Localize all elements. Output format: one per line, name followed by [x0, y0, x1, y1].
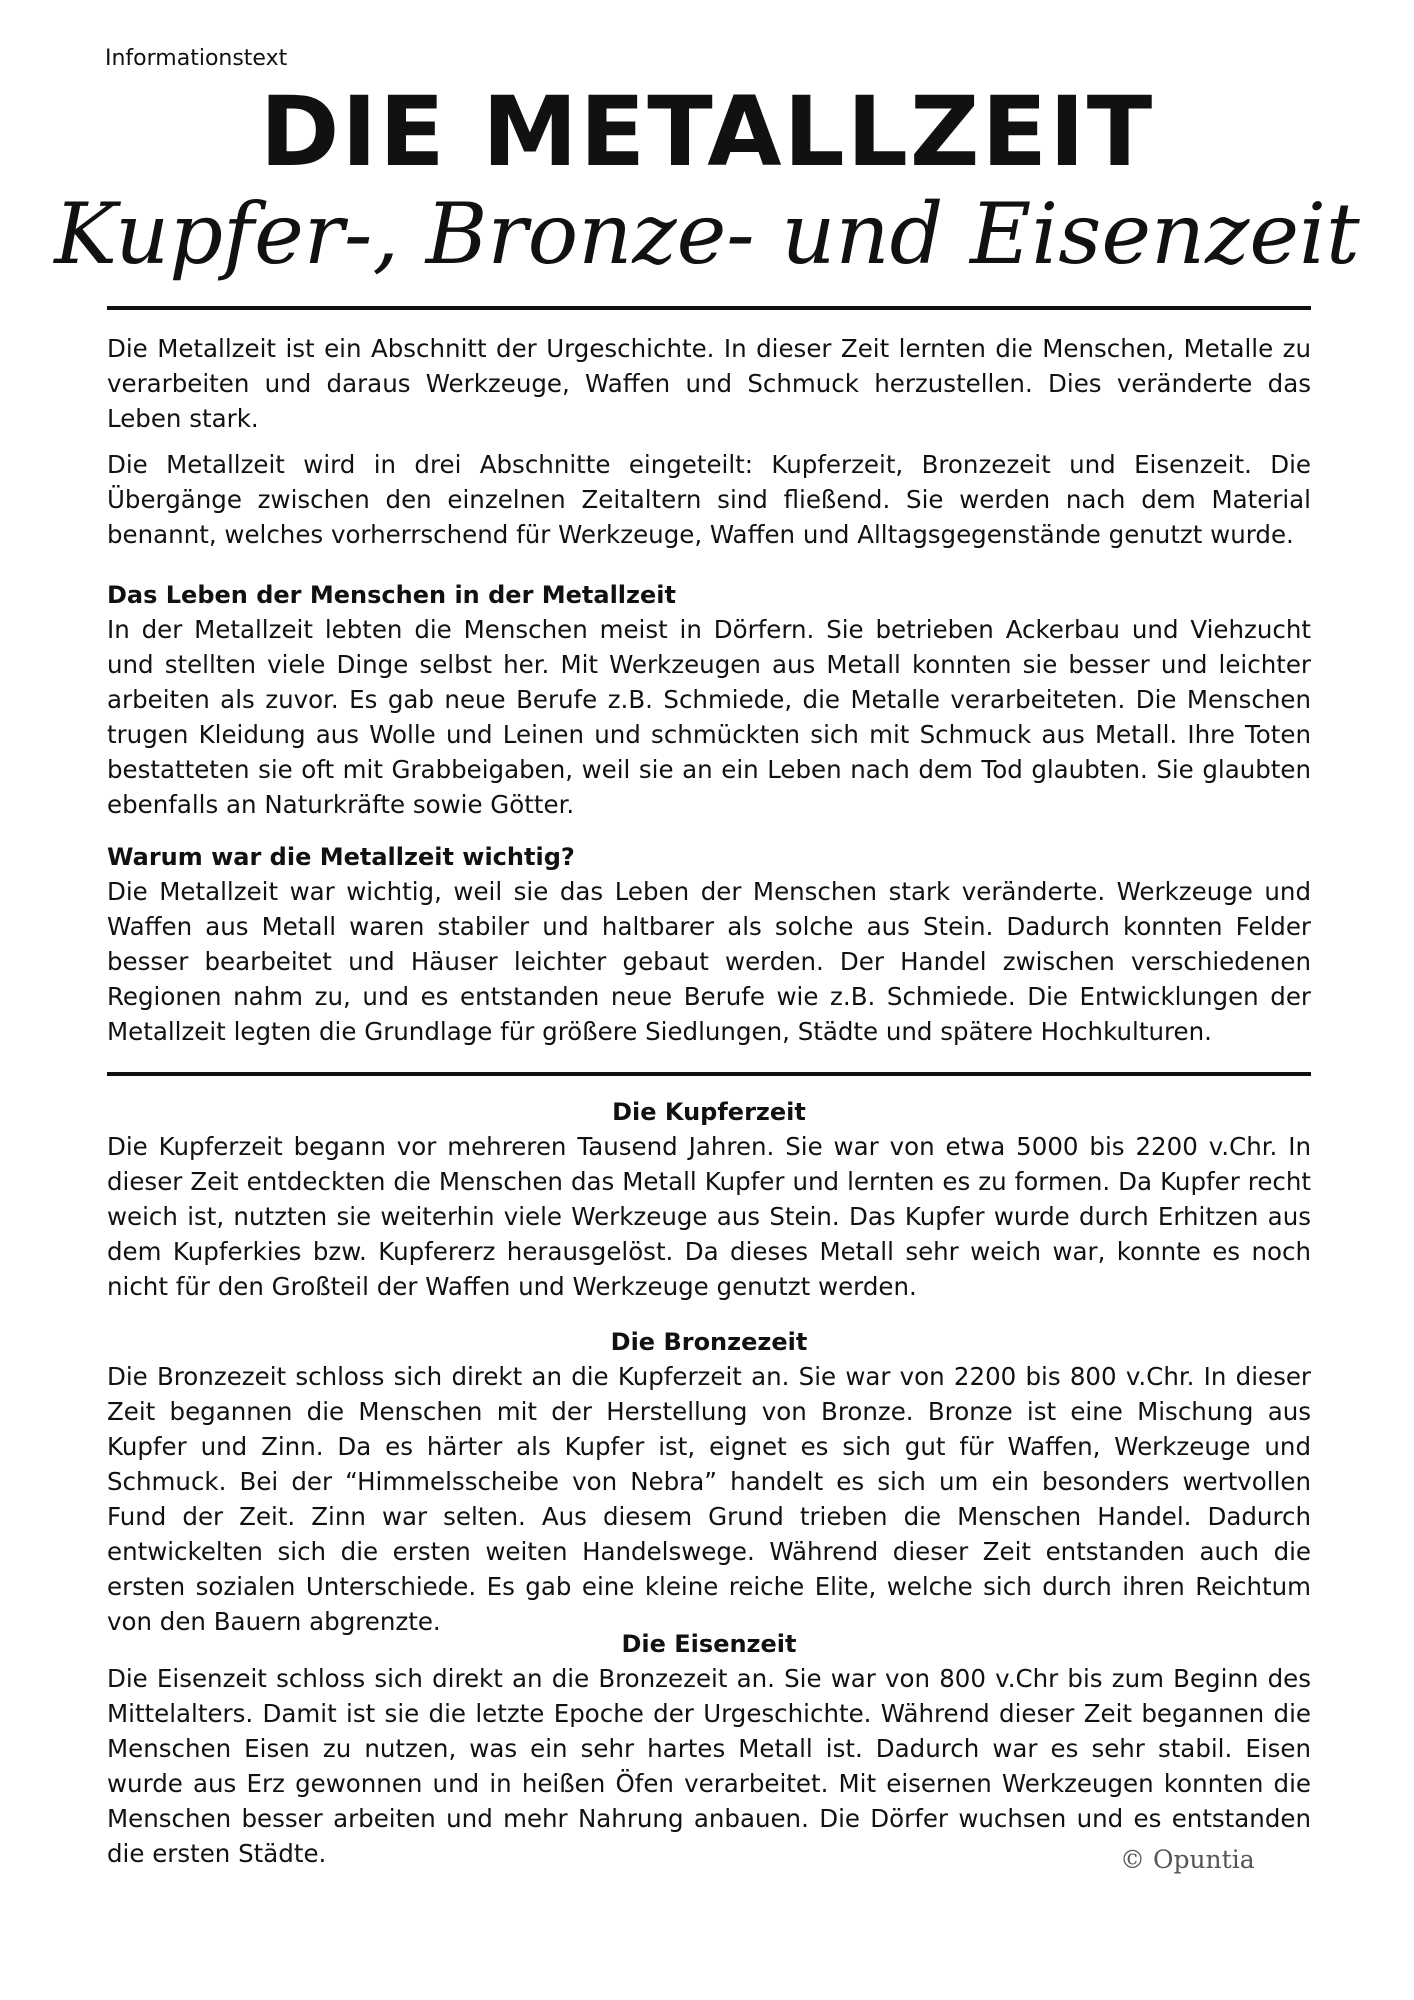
- section-text-leben: In der Metallzeit lebten die Menschen meist in Dörfern. Sie betrieben Ackerbau und Viehzucht und stellten viele Dinge selbst her. Mit Werkzeugen aus Metall konnten sie besser und leichter arbeiten als zuvor. Es gab neue Berufe z.B. Schmiede, die Metalle verarbeiteten. Die Menschen trugen Kleidung aus Wolle und Leinen und schmückten sich mit Schmuck aus Metall. Ihre Toten bestatteten sie oft mit Grabbeigaben, weil sie an ein Leben nach dem Tod glaubten. Sie glaubten ebenfalls an Naturkräfte sowie Götter.: [107, 615, 1311, 819]
- section-heading-bronzezeit: Die Bronzezeit: [610, 1328, 808, 1356]
- section-text-wichtig: Die Metallzeit war wichtig, weil sie das Leben der Menschen stark veränderte. Werkzeuge und Waffen aus Metall waren stabiler und haltbarer als solche aus Stein. Dadurch konnten Felder besser bearbeitet und Häuser leichter gebaut werden. Der Handel zwischen verschiedenen Regionen nahm zu, und es entstanden neue Berufe wie z.B. Schmiede. Die Entwicklungen der Metallzeit legten die Grundlage für größere Siedlungen, Städte und spätere Hochkulturen.: [107, 877, 1311, 1046]
- divider-middle: [107, 1072, 1311, 1076]
- copyright-notice: © Opuntia: [1120, 1845, 1255, 1874]
- section-text-kupferzeit: Die Kupferzeit begann vor mehreren Tausend Jahren. Sie war von etwa 5000 bis 2200 v.Chr. In dieser Zeit entdeckten die Menschen das Metall Kupfer und lernten es zu formen. Da Kupfer recht weich ist, nutzten sie weiterhin viele Werkzeuge aus Stein. Das Kupfer wurde durch Erhitzen aus dem Kupferkies bzw. Kupfererz herausgelöst. Da dieses Metall sehr weich war, konnte es noch nicht für den Großteil der Waffen und Werkzeuge genutzt werden.: [107, 1132, 1311, 1301]
- page-subtitle: Kupfer-, Bronze- und Eisenzeit: [54, 185, 1360, 283]
- section-text-eisenzeit: Die Eisenzeit schloss sich direkt an die Bronzezeit an. Sie war von 800 v.Chr bis zum Beginn des Mittelalters. Damit ist sie die letzte Epoche der Urgeschichte. Während dieser Zeit begannen die Menschen Eisen zu nutzen, was ein sehr hartes Metall ist. Dadurch war es sehr stabil. Eisen wurde aus Erz gewonnen und in heißen Öfen verarbeitet. Mit eisernen Werkzeugen konnten die Menschen besser arbeiten und mehr Nahrung anbauen. Die Dörfer wuchsen und es entstanden die ersten Städte.: [107, 1664, 1311, 1868]
- section-heading-eisenzeit: Die Eisenzeit: [621, 1630, 797, 1658]
- intro-paragraph-1: Die Metallzeit ist ein Abschnitt der Urgeschichte. In dieser Zeit lernten die Menschen, Metalle zu verarbeiten und daraus Werkzeuge, Waffen und Schmuck herzustellen. Dies veränderte das Leben stark.: [107, 334, 1311, 433]
- intro-paragraph-2: Die Metallzeit wird in drei Abschnitte eingeteilt: Kupferzeit, Bronzezeit und Eisenzeit. Die Übergänge zwischen den einzelnen Zeitaltern sind fließend. Sie werden nach dem Material benannt, welches vorherrschend für Werkzeuge, Waffen und Alltagsgegenstände genutzt wurde.: [107, 450, 1311, 549]
- section-heading-wichtig: Warum war die Metallzeit wichtig?: [107, 843, 575, 871]
- section-heading-kupferzeit: Die Kupferzeit: [612, 1098, 806, 1126]
- section-heading-leben: Das Leben der Menschen in der Metallzeit: [107, 581, 676, 609]
- divider-top: [107, 306, 1311, 310]
- page-title: DIE METALLZEIT: [259, 76, 1155, 188]
- section-text-bronzezeit: Die Bronzezeit schloss sich direkt an die Kupferzeit an. Sie war von 2200 bis 800 v.Chr. In dieser Zeit begannen die Menschen mit der Herstellung von Bronze. Bronze ist eine Mischung aus Kupfer und Zinn. Da es härter als Kupfer ist, eignet es sich gut für Waffen, Werkzeuge und Schmuck. Bei der “Himmelsscheibe von Nebra” handelt es sich um ein besonders wertvollen Fund der Zeit. Zinn war selten. Aus diesem Grund trieben die Menschen Handel. Dadurch entwickelten sich die ersten weiten Handelswege. Während dieser Zeit entstanden auch die ersten sozialen Unterschiede. Es gab eine kleine reiche Elite, welche sich durch ihren Reichtum von den Bauern abgrenzte.: [107, 1362, 1311, 1636]
- document-type-label: Informationstext: [105, 46, 288, 71]
